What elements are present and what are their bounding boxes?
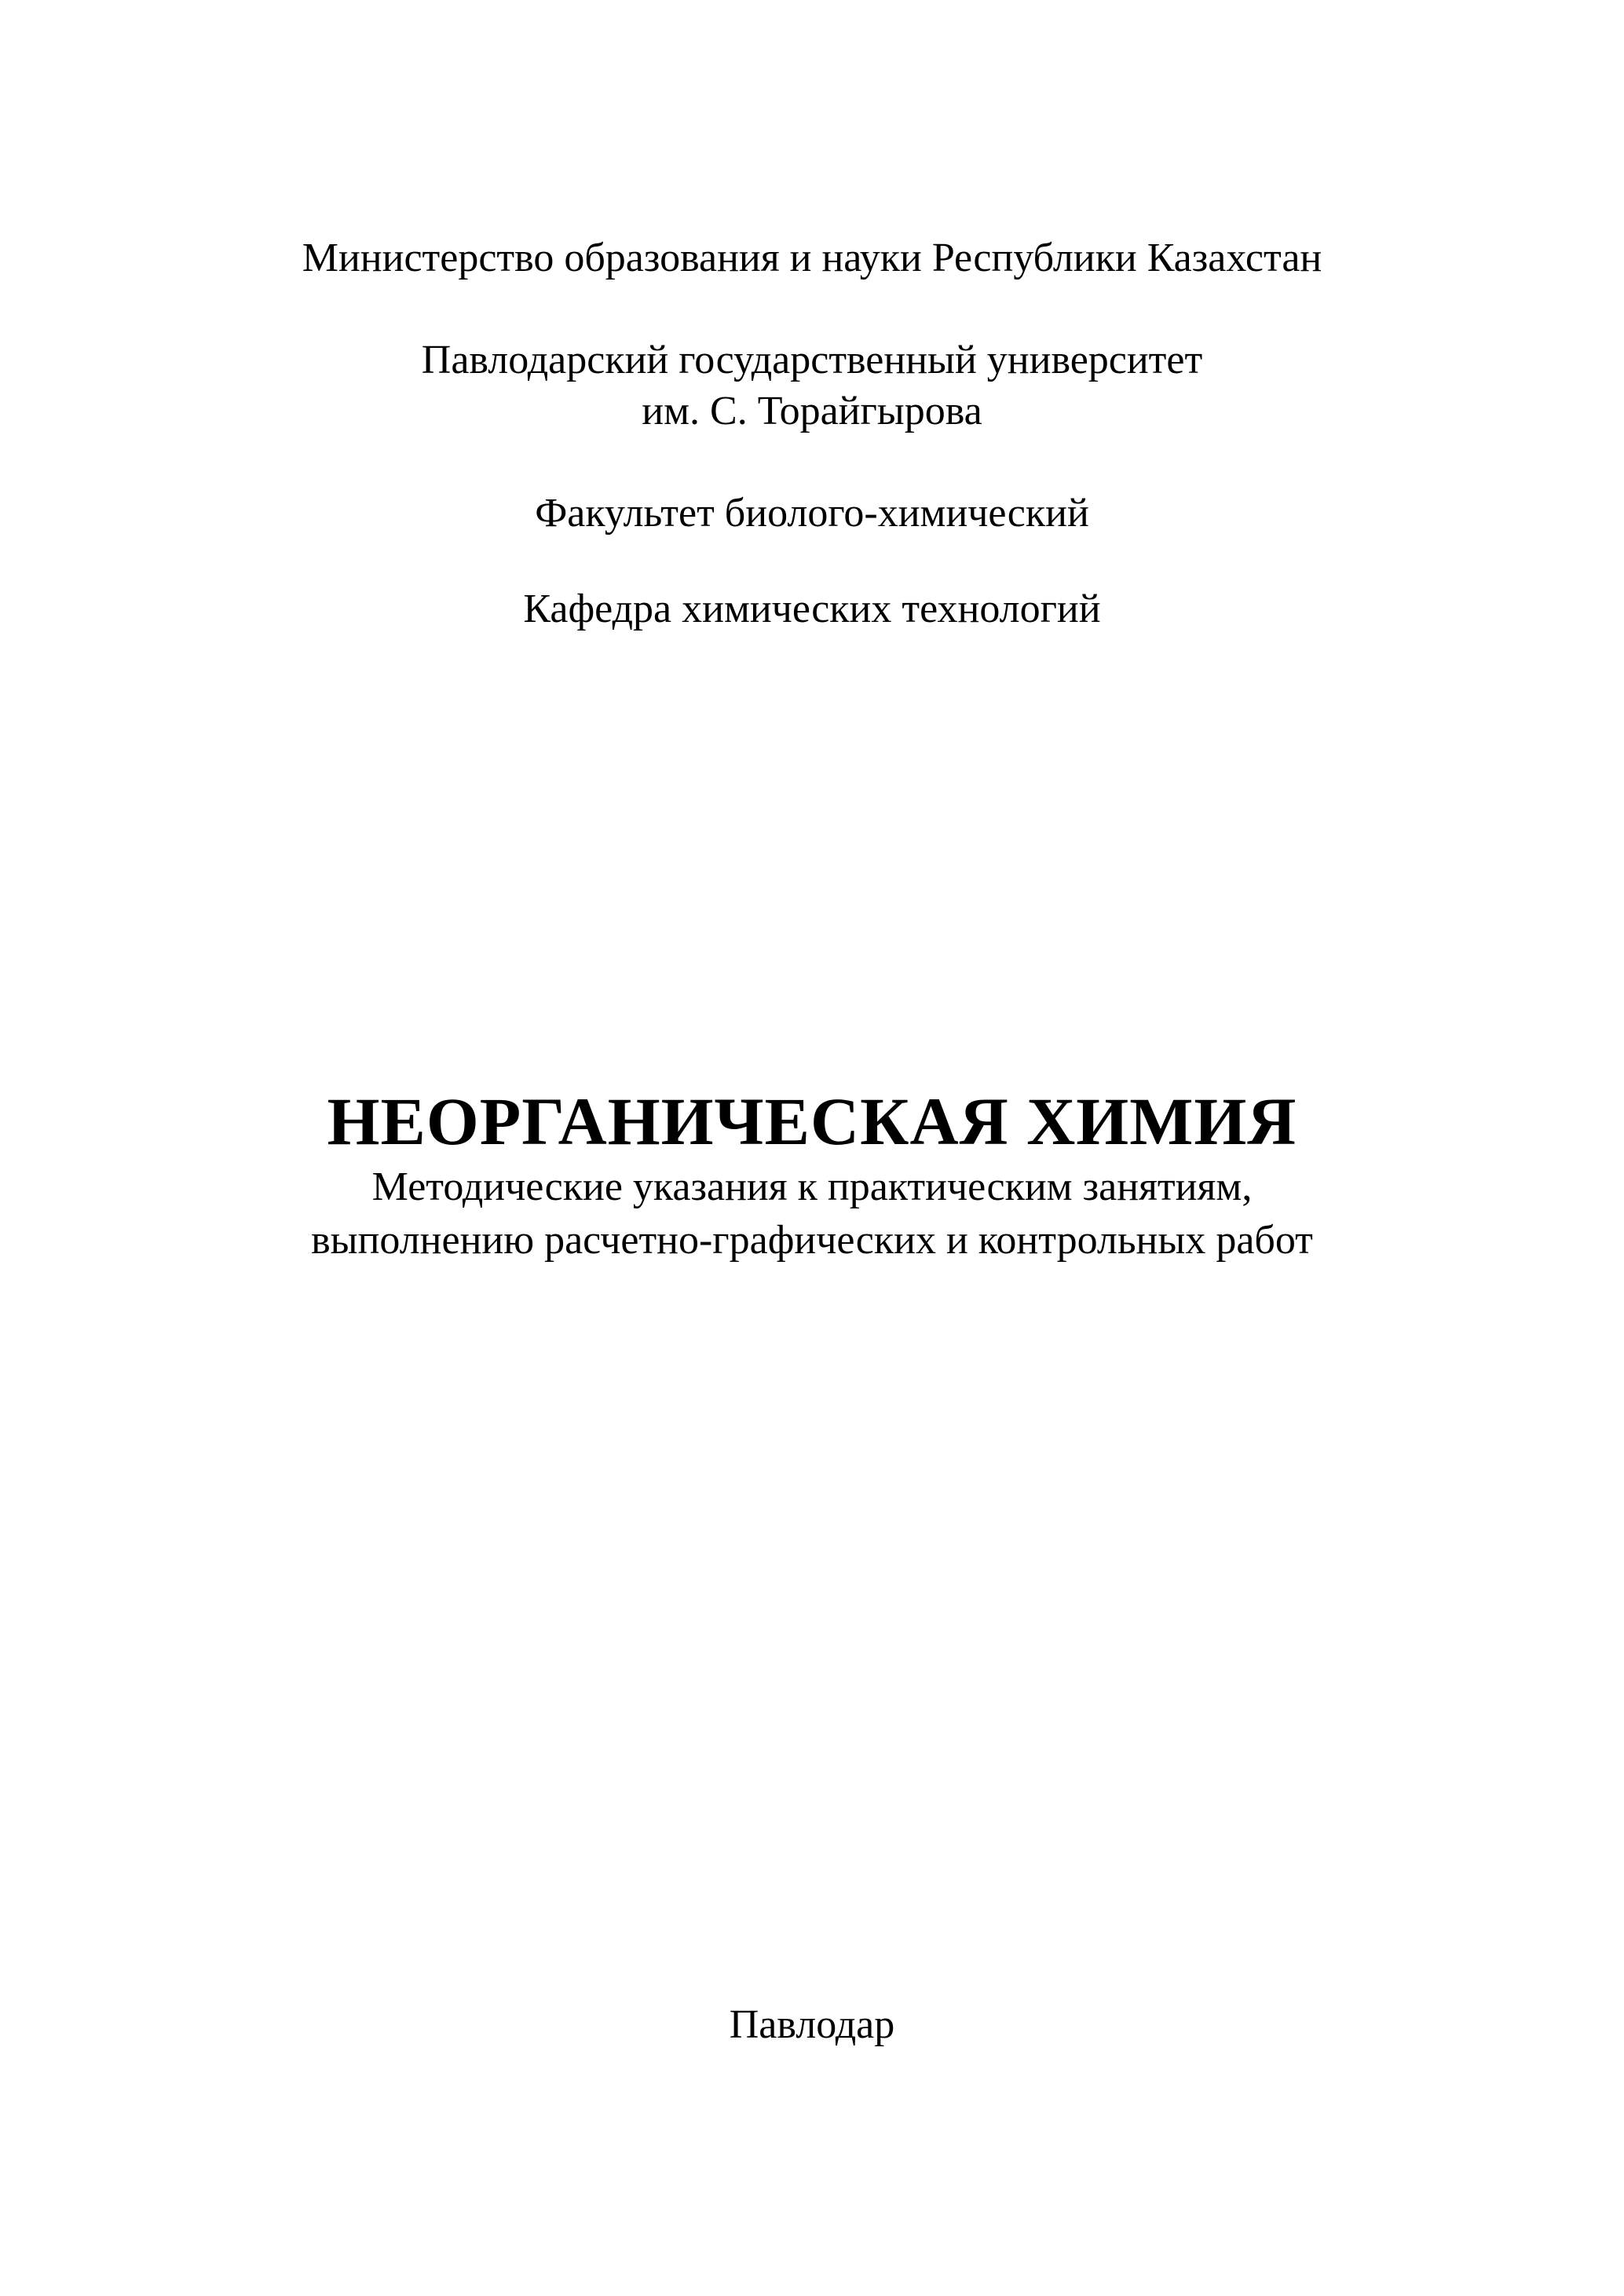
subtitle-line-1: Методические указания к практическим занятиям, bbox=[371, 1164, 1253, 1209]
university-line-2: им. С. Торайгырова bbox=[642, 389, 982, 433]
department-line: Кафедра химических технологий bbox=[523, 587, 1101, 631]
document-title: НЕОРГАНИЧЕСКАЯ ХИМИЯ bbox=[327, 1084, 1297, 1159]
ministry-line: Министерство образования и науки Республики Казахстан bbox=[302, 236, 1322, 280]
city-line: Павлодар bbox=[729, 2002, 895, 2047]
faculty-line: Факультет биолого-химический bbox=[535, 491, 1089, 536]
university-line-1: Павлодарский государственный университет bbox=[421, 338, 1203, 382]
subtitle-line-2: выполнению расчетно-графических и контрольных работ bbox=[311, 1218, 1313, 1263]
